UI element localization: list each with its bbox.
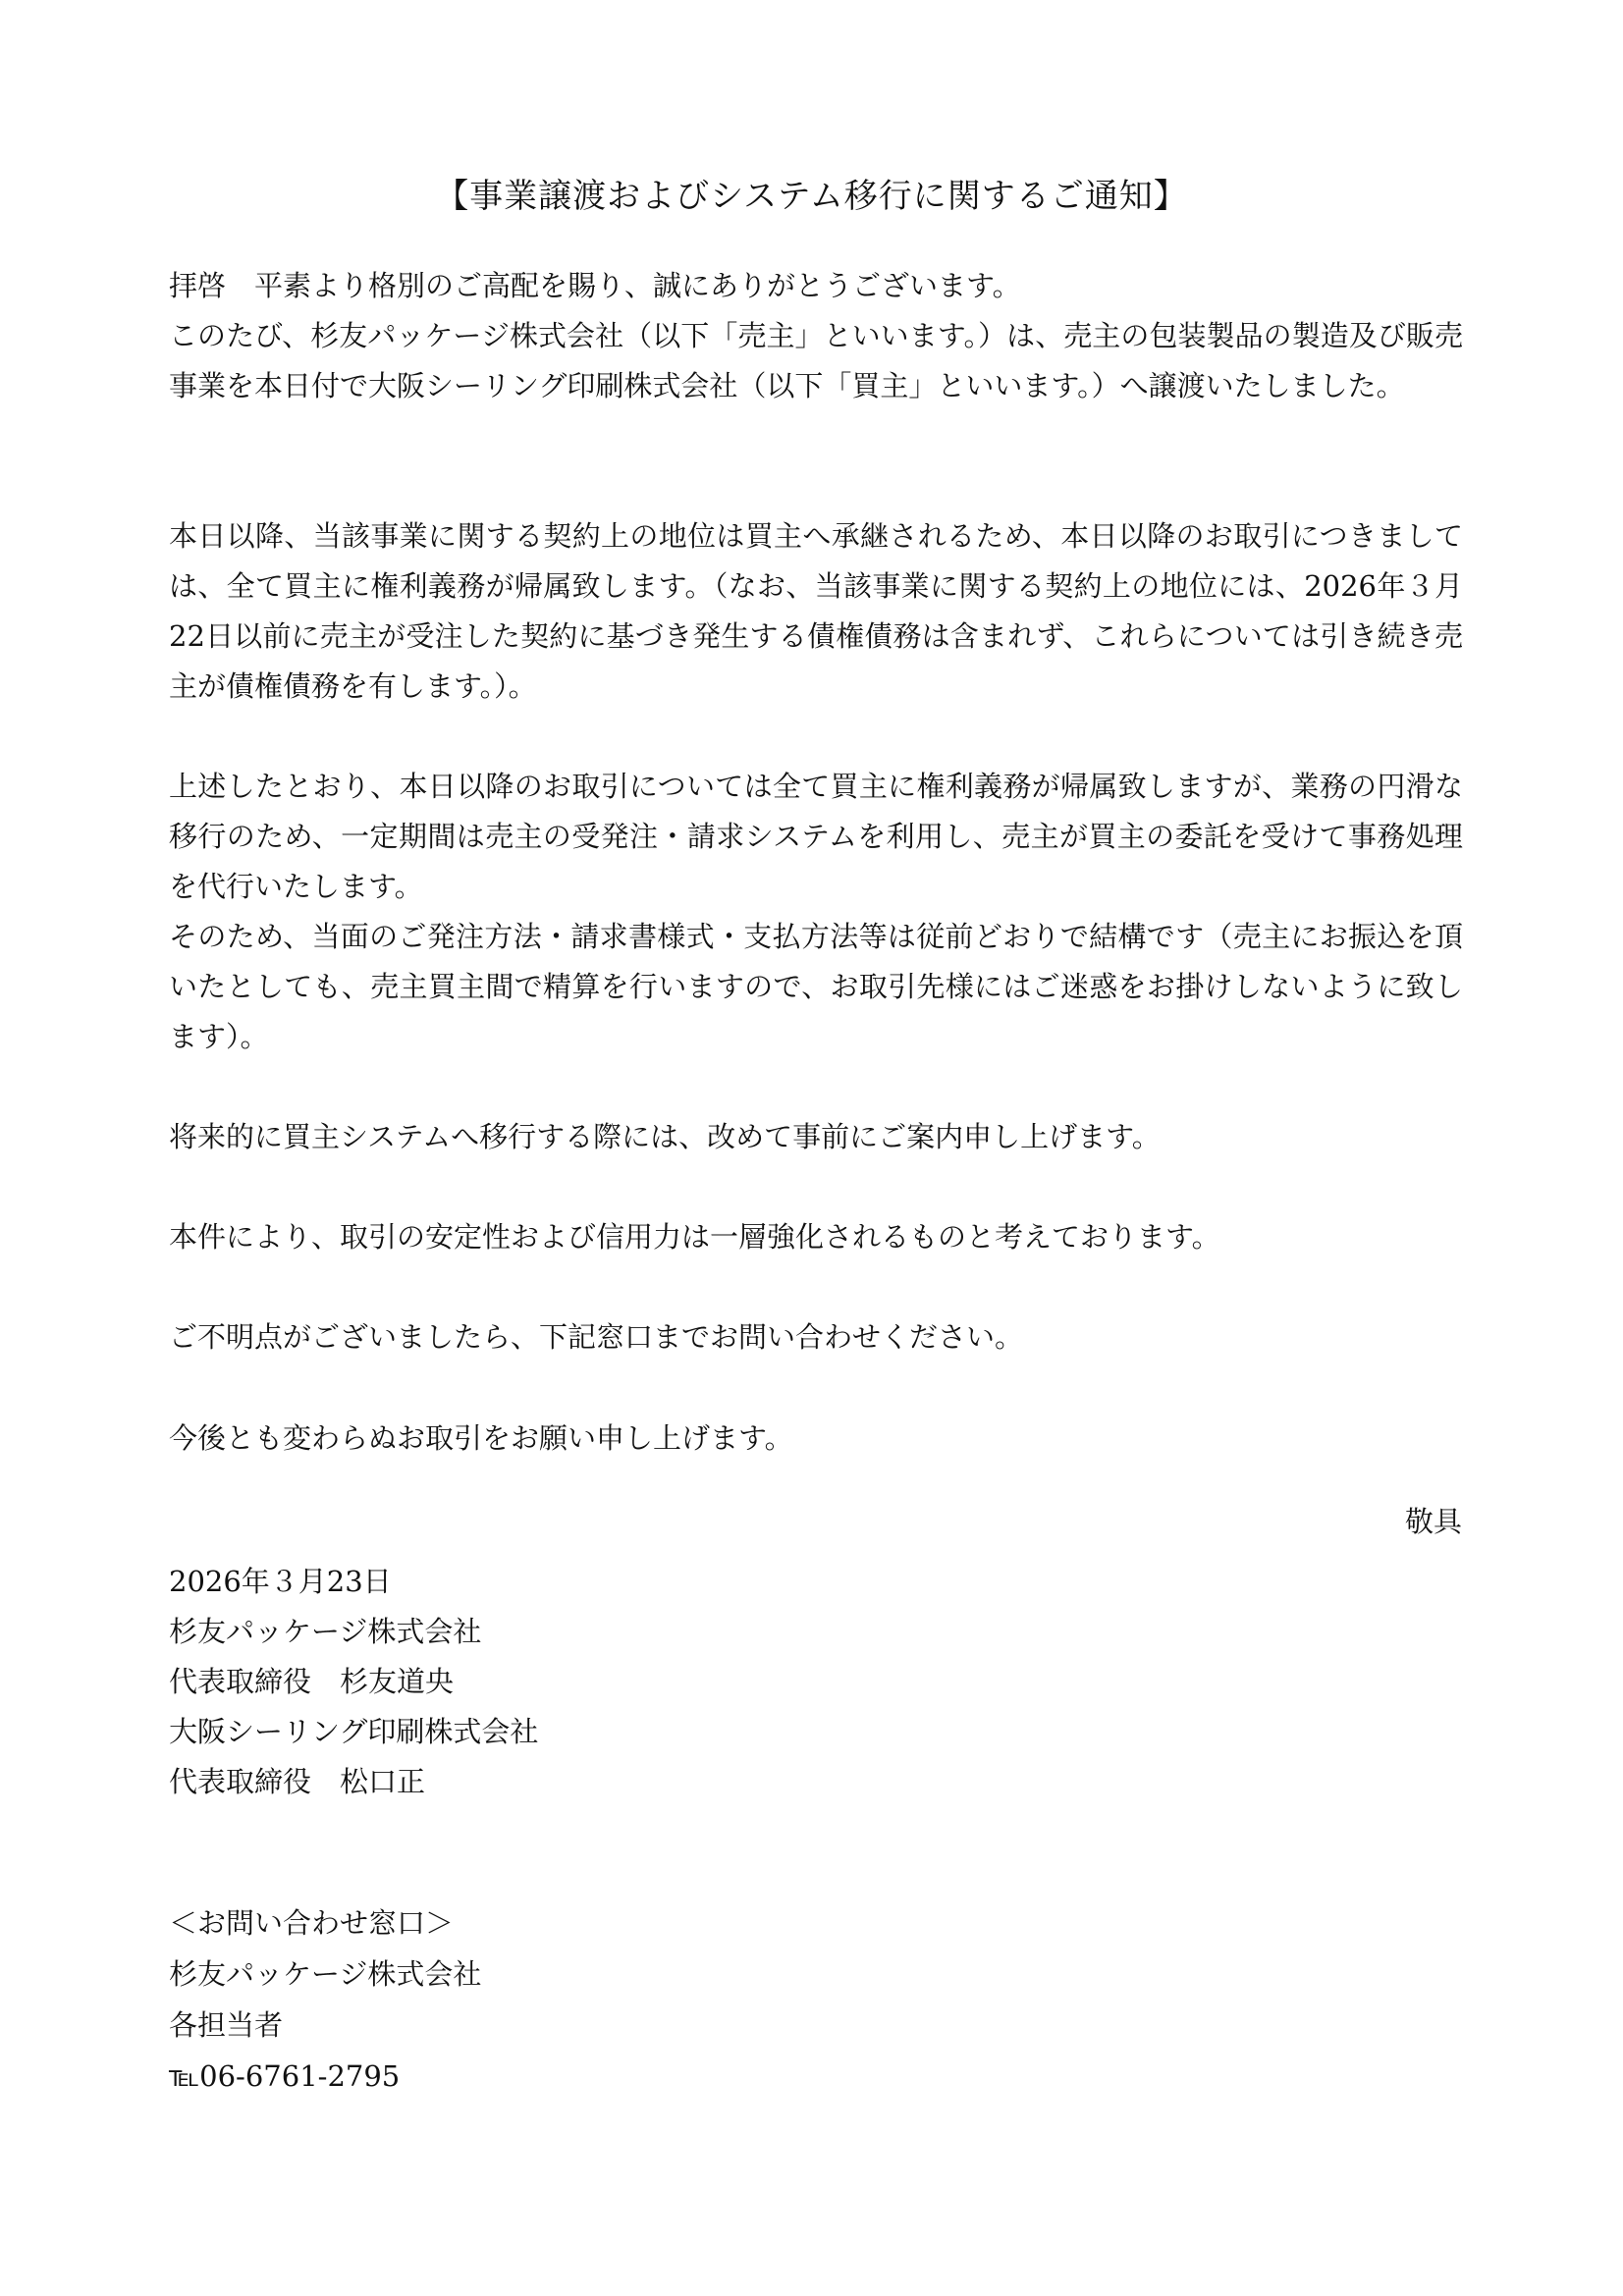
seller-company-name: 杉友パッケージ株式会社 [169,1615,482,1648]
transfer-announcement-paragraph: このたび、杉友パッケージ株式会社（以下「売主」といいます。）は、売主の包装製品の製造及び販売事業を本日付で大阪シーリング印刷株式会社（以下「買主」といいます。）へ譲渡いたしました。 [169,319,1463,402]
contact-heading: ＜お問い合わせ窓口＞ [169,1906,455,1940]
payment-method-paragraph: そのため、当面のご発注方法・請求書様式・支払方法等は従前どおりで結構です（売主にお振込を頂いたとしても、売主買主間で精算を行いますので、お取引先様にはご迷惑をお掛けしないように致します）。 [169,920,1463,1053]
contact-person: 各担当者 [169,2008,284,2042]
seller-representative: 代表取締役 杉友道央 [169,1665,455,1698]
greeting-paragraph: 拝啓 平素より格別のご高配を賜り、誠にありがとうございます。 [169,269,1021,302]
system-transition-paragraph: 上述したとおり、本日以降のお取引については全て買主に権利義務が帰属致しますが、業務の円滑な移行のため、一定期間は売主の受発注・請求システムを利用し、売主が買主の委託を受けて事務処理を代行いたします。 [169,770,1463,903]
inquiry-paragraph: ご不明点がございましたら、下記窓口までお問い合わせください。 [169,1320,1024,1354]
contact-company: 杉友パッケージ株式会社 [169,1957,482,1991]
stability-paragraph: 本件により、取引の安定性および信用力は一層強化されるものと考えております。 [169,1220,1220,1254]
contract-succession-paragraph: 本日以降、当該事業に関する契約上の地位は買主へ承継されるため、本日以降のお取引につきましては、全て買主に権利義務が帰属致します。（なお、当該事業に関する契約上の地位には、2026年３月22日以前に売主が受注した契約に基づき発生する債権債務は含まれず、これらについては引き続き売主が債権債務を有します。）。 [169,519,1463,703]
contact-phone: ℡06-6761-2795 [169,2059,401,2093]
closing-request-paragraph: 今後とも変わらぬお取引をお願い申し上げます。 [169,1421,793,1455]
buyer-representative: 代表取締役 松口正 [169,1765,426,1798]
signature-block [169,1557,538,1807]
document-title: 【事業譲渡およびシステム移行に関するご通知】 [435,177,1188,216]
contact-block [169,1897,481,2102]
signature-date: 2026年３月23日 [169,1565,392,1598]
buyer-company-name: 大阪シーリング印刷株式会社 [169,1715,539,1748]
future-migration-paragraph: 将来的に買主システムへ移行する際には、改めて事前にご案内申し上げます。 [169,1120,1161,1153]
closing-word: 敬具 [1404,1505,1462,1538]
